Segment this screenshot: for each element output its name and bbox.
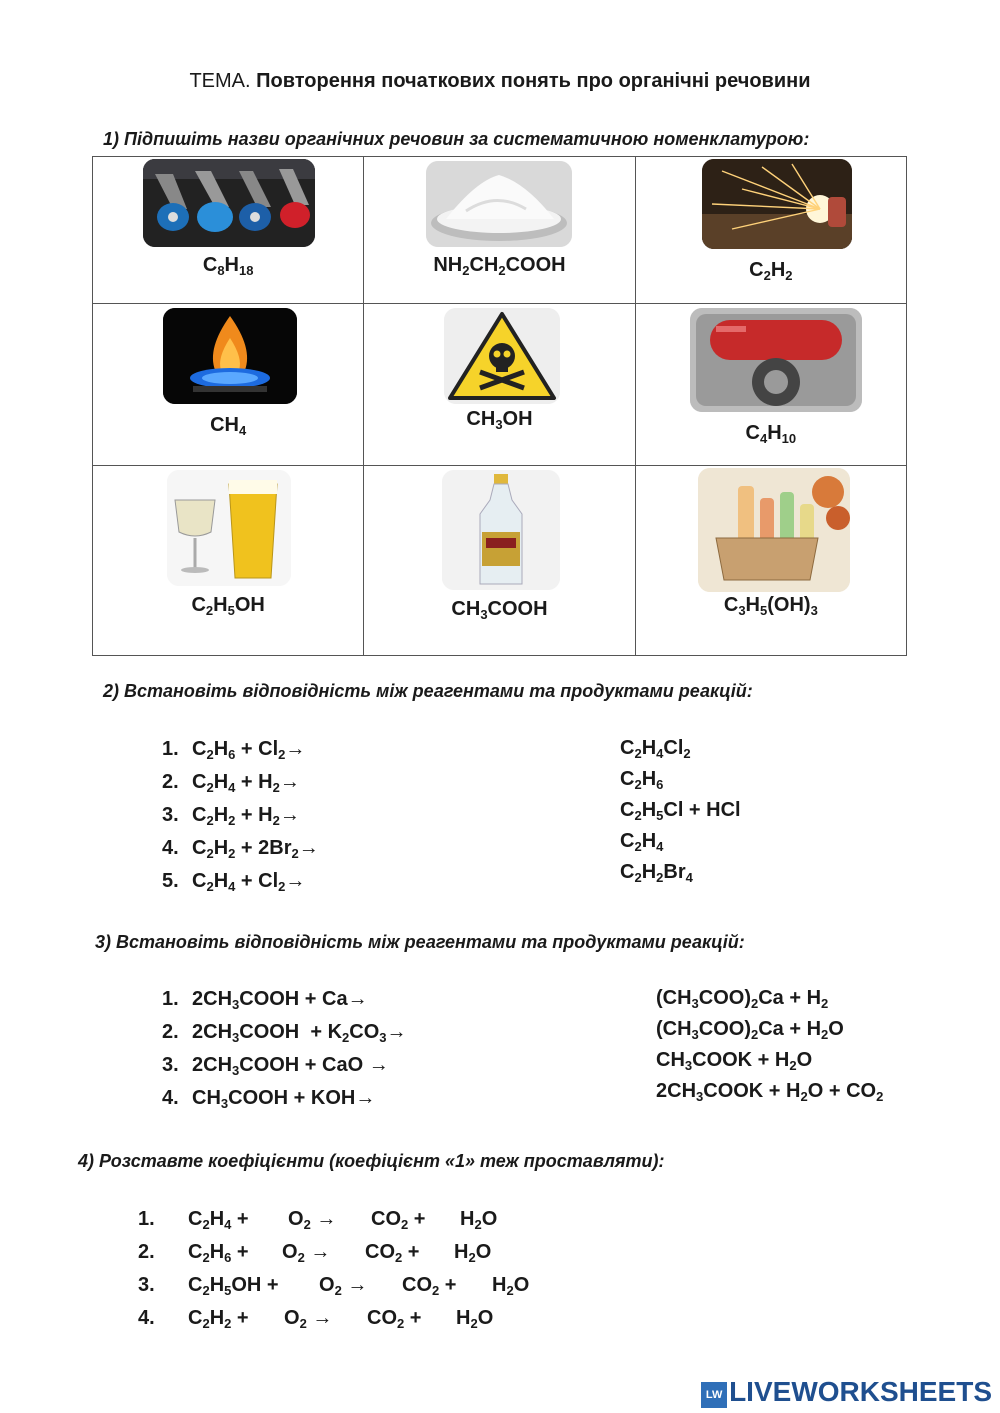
gas-flame-image xyxy=(163,308,297,404)
substances-table xyxy=(92,156,907,656)
reaction-item: 3. $C_2H_2 + H_2\to$ xyxy=(162,804,300,828)
reaction-item: 1. $C_2H_6 + Cl_2\to$ xyxy=(162,738,306,762)
reaction-item: 2. $C_2H_4 + H_2\to$ xyxy=(162,771,300,795)
task2-products xyxy=(620,733,741,888)
vinegar-bottle-image xyxy=(442,470,560,590)
formula-label: $C_3H_5(OH)_3$ xyxy=(723,594,818,618)
cell-8 xyxy=(364,466,635,656)
product-item: $C_2H_4Cl_2$ xyxy=(620,737,691,761)
reaction-item: 4. $CH_3COOH + KOH\to$ xyxy=(162,1087,376,1111)
cell-9 xyxy=(635,466,906,656)
task3-reactions xyxy=(162,983,407,1115)
task3-heading: 3) Встановіть відповідність між реагентами та продуктами реакцій: xyxy=(95,932,745,952)
formula-label: $NH_2CH_2COOH$ xyxy=(433,254,566,278)
product-item: $CH_3COOK + H_2O$ xyxy=(656,1049,813,1073)
task1-heading: 1) Підпишіть назви органічних речовин за систематичною номенклатурою: xyxy=(103,129,810,149)
poison-warning-image xyxy=(444,308,560,404)
cell-1 xyxy=(93,157,364,304)
product-item: $C_2H_6$ xyxy=(620,768,664,792)
reaction-item: 3. $2CH_3COOH$ + CaO → xyxy=(162,1054,389,1078)
welding-sparks-image xyxy=(702,159,852,249)
reaction-item: 4. $C_2H_2 + 2Br_2\to$ xyxy=(162,837,319,861)
formula-label: $CH_3COOH$ xyxy=(451,598,548,622)
product-item: $C_2H_4$ xyxy=(620,830,664,854)
cell-2 xyxy=(364,157,635,304)
task4-heading: 4) Розставте коефіцієнти (коефіцієнт «1» теж проставляти): xyxy=(78,1151,665,1171)
white-powder-image xyxy=(426,161,572,247)
product-item: $(CH_3COO)_2Ca + H_2$ xyxy=(656,987,829,1011)
liveworksheets-logo xyxy=(701,1376,992,1408)
task2-heading: 2) Встановіть відповідність між реагентами та продуктами реакцій: xyxy=(103,681,753,701)
cell-7 xyxy=(93,466,364,656)
gas-cylinder-car-image xyxy=(690,308,862,412)
logo-text: LIVEWORKSHEETS xyxy=(729,1376,992,1407)
reaction-item: 5. $C_2H_4 + Cl_2\to$ xyxy=(162,870,306,894)
task2-reactions xyxy=(162,733,319,898)
formula-label: $C_8H_{18}$ xyxy=(202,254,254,278)
cell-5 xyxy=(364,304,635,466)
wine-beer-glasses-image xyxy=(167,470,291,586)
cosmetics-bottles-image xyxy=(698,468,850,592)
logo-badge: LW xyxy=(701,1382,727,1408)
task3-products xyxy=(656,983,883,1107)
product-item: $(CH_3COO)_2Ca + H_2O$ xyxy=(656,1018,844,1042)
formula-label: $CH_3OH$ xyxy=(466,408,533,432)
product-item: $C_2H_5Cl$ + HCl xyxy=(620,799,741,823)
product-item: $2CH_3COOK + H_2O + CO_2$ xyxy=(656,1080,884,1104)
title-prefix: ТЕМА. xyxy=(189,70,251,92)
cell-6 xyxy=(635,304,906,466)
formula-label: $C_2H_2$ xyxy=(749,259,793,283)
formula-label: $C_2H_5OH$ xyxy=(191,594,265,618)
page-title xyxy=(0,70,1000,93)
formula-label: $C_4H_{10}$ xyxy=(745,422,797,446)
formula-label: $CH_4$ xyxy=(210,414,247,438)
cell-4 xyxy=(93,304,364,466)
fuel-nozzles-image xyxy=(143,159,315,247)
cell-3 xyxy=(635,157,906,304)
reaction-item: 1. $2CH_3COOH + Ca\to$ xyxy=(162,988,368,1012)
reaction-item: 2. $2CH_3COOH + K_2CO_3\to$ xyxy=(162,1021,407,1045)
title-main: Повторення початкових понять про органічні речовини xyxy=(256,70,811,92)
task4-equations: 1. $C_2H_4$ + $O_2$ → $CO_2$ + $H_2O$ 2. $C_2H_6$ + $O_2$ → $CO_2$ + $H_2O$ 3. $C_2H_5OH$ + $O_2$ → $CO_2$ + $H_2O$ 4. $C_2H_2$ + $O_2$ → $CO_2$ + $H_2O$ xyxy=(138,1208,530,1331)
product-item: $C_2H_2Br_4$ xyxy=(620,861,693,885)
